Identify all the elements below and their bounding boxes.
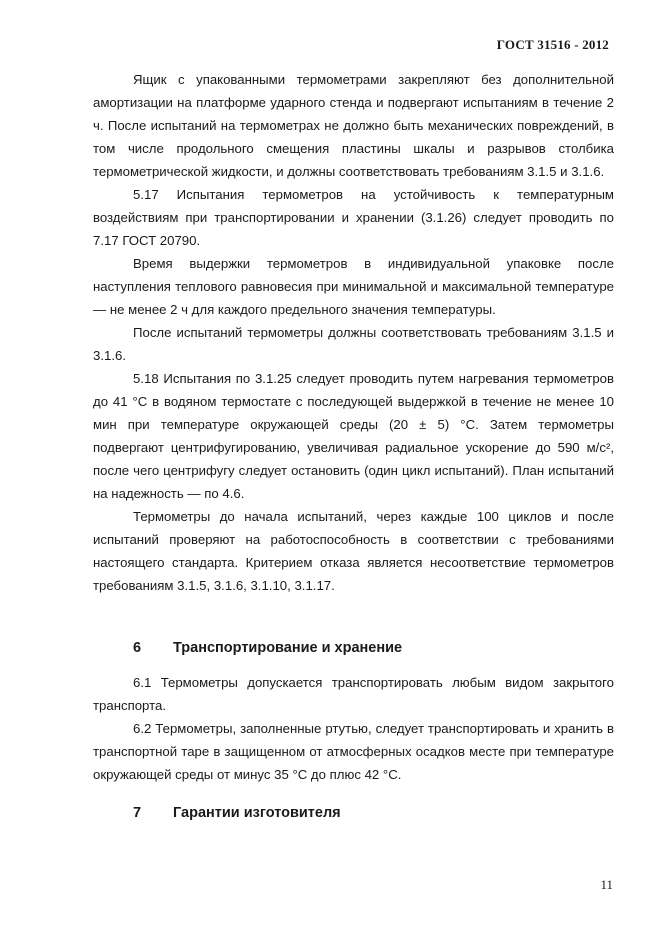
paragraph: Термометры до начала испытаний, через каждые 100 циклов и после испытаний проверяют на работоспособность в соответствии с требованиями настоящего стандарта. Критерием отказа является несоответствие термометров требованиям 3.1.5, 3.1.6, 3.1.10, 3.1.17. bbox=[93, 509, 614, 593]
section-6-text bbox=[93, 671, 614, 786]
section-5-text bbox=[93, 68, 614, 597]
page-number: 11 bbox=[600, 877, 613, 892]
section-number: 6 bbox=[133, 640, 142, 656]
document-code: ГОСТ 31516 - 2012 bbox=[496, 37, 609, 52]
paragraph: Ящик с упакованными термометрами закрепляют без дополнительной амортизации на платформе ударного стенда и подвергают испытаниям в течение 2 ч. После испытаний на термометрах не должно быть механических повреждений, в том числе продольного смещения пластины шкалы и разрывов столбика термометрической жидкости, и должны соответствовать требованиям 3.1.5 и 3.1.6. bbox=[93, 72, 614, 179]
paragraph: После испытаний термометры должны соответствовать требованиям 3.1.5 и 3.1.6. bbox=[93, 325, 614, 363]
section-title: Гарантии изготовителя bbox=[173, 805, 341, 821]
paragraph: 6.2 Термометры, заполненные ртутью, следует транспортировать и хранить в транспортной таре в защищенном от атмосферных осадков месте при температуре окружающей среды от минус 35 °С до плюс 42 °С. bbox=[93, 721, 614, 782]
paragraph: 5.18 Испытания по 3.1.25 следует проводить путем нагревания термометров до 41 °С в водяном термостате с последующей выдержкой в течение не менее 10 мин при температуре окружающей среды (20 ± 5) °С. Затем термометры подвергают центрифугированию, увеличивая радиальное ускорение до 590 м/с², после чего центрифугу следует остановить (один цикл испытаний). План испытаний на надежность — по 4.6. bbox=[93, 371, 614, 501]
section-number: 7 bbox=[133, 805, 142, 821]
paragraph: 6.1 Термометры допускается транспортировать любым видом закрытого транспорта. bbox=[93, 675, 614, 713]
section-title: Транспортирование и хранение bbox=[173, 640, 403, 656]
paragraph: 5.17 Испытания термометров на устойчивость к температурным воздействиям при транспортировании и хранении (3.1.26) следует проводить по 7.17 ГОСТ 20790. bbox=[93, 187, 614, 248]
paragraph: Время выдержки термометров в индивидуальной упаковке после наступления теплового равновесия при минимальной и максимальной температуре — не менее 2 ч для каждого предельного значения температуры. bbox=[93, 256, 614, 317]
